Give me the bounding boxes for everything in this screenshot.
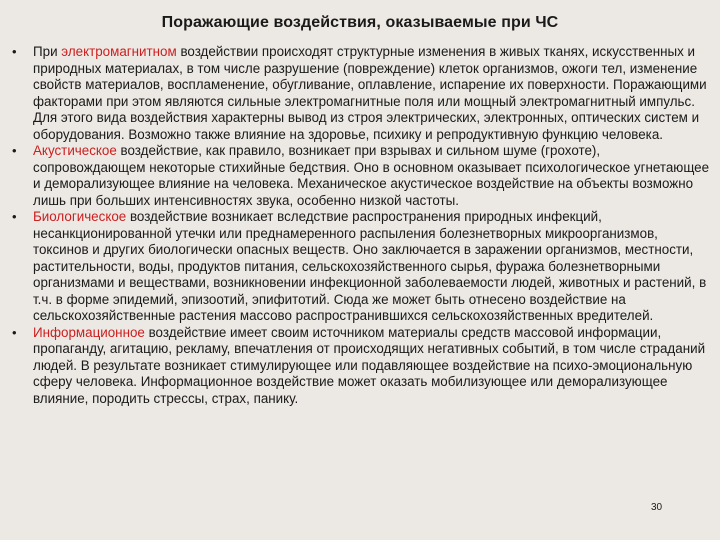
bullet-item-informational — [10, 325, 712, 408]
bullet-text: воздействии происходят структурные изменения в живых тканях, искусственных и природных материалах, в том числе разрушение (повреждение) клеток организмов, ожоги тел, изменение свойств материалов, воспламенение, обугливание, оплавление, испарение их поверхности. Поражающими факторами при этом являются сильные электромагнитные поля или мощный электромагнитный импульс. Для этого вида воздействия характерны вывод из строя электрических, электронных, оптических систем и оборудования. Возможно также влияние на здоровье, психику и репродуктивную функцию человека. — [33, 44, 707, 142]
bullet-prefix: При — [33, 44, 62, 59]
bullet-term: Информационное — [33, 324, 145, 340]
bullet-dot-icon: • — [12, 209, 17, 224]
bullet-list — [10, 44, 712, 407]
bullet-term: Акустическое — [33, 143, 117, 158]
bullet-text: воздействие имеет своим источником материалы средств массовой информации, пропаганду, агитацию, рекламу, впечатления от происходящих негативных событий, в том числе страданий людей. В результате возникает стимулирующее или подавляющее воздействие на психо-эмоциональную сферу человека. Информационное воздействие может оказать мобилизующее или деморализующее влияние, породить стрессы, страх, панику. — [33, 324, 706, 406]
bullet-item-acoustic — [10, 143, 712, 209]
bullet-item-biological — [10, 209, 712, 325]
bullet-dot-icon: • — [12, 324, 17, 340]
bullet-dot-icon: • — [12, 143, 17, 158]
page-number: 30 — [651, 502, 663, 513]
bullet-dot-icon: • — [12, 44, 17, 59]
bullet-term: Биологическое — [33, 209, 127, 224]
slide-title: Поражающие воздействия, оказываемые при ЧС — [161, 14, 559, 31]
bullet-term: электромагнитном — [61, 44, 177, 59]
bullet-text: воздействие, как правило, возникает при взрывах и сильном шуме (грохоте), сопровождающем некоторые стихийные бедствия. Оно в основном оказывает психологическое угнетающее и деморализующее влияние на человека. Механическое акустическое воздействие на объекты возможно лишь при больших интенсивностях звука, особенно низкой частоты. — [33, 143, 710, 208]
bullet-item-electromagnetic — [10, 44, 712, 143]
bullet-text: воздействие возникает вследствие распространения природных инфекций, несанкционированной утечки или преднамеренного распыления болезнетворных микроорганизмов, токсинов и других биологически опасных веществ. Оно заключается в заражении организмов, местности, растительности, воды, продуктов питания, сельскохозяйственного сырья, фуража болезнетворными организмами и веществами, возникновении инфекционной заболеваемости людей, животных и растений, в т.ч. в форме эпидемий, эпизоотий, эпифитотий. Сюда же может быть отнесено воздействие на сельскохозяйственные растения массово распространившихся сельскохозяйственных вредителей. — [33, 209, 707, 323]
